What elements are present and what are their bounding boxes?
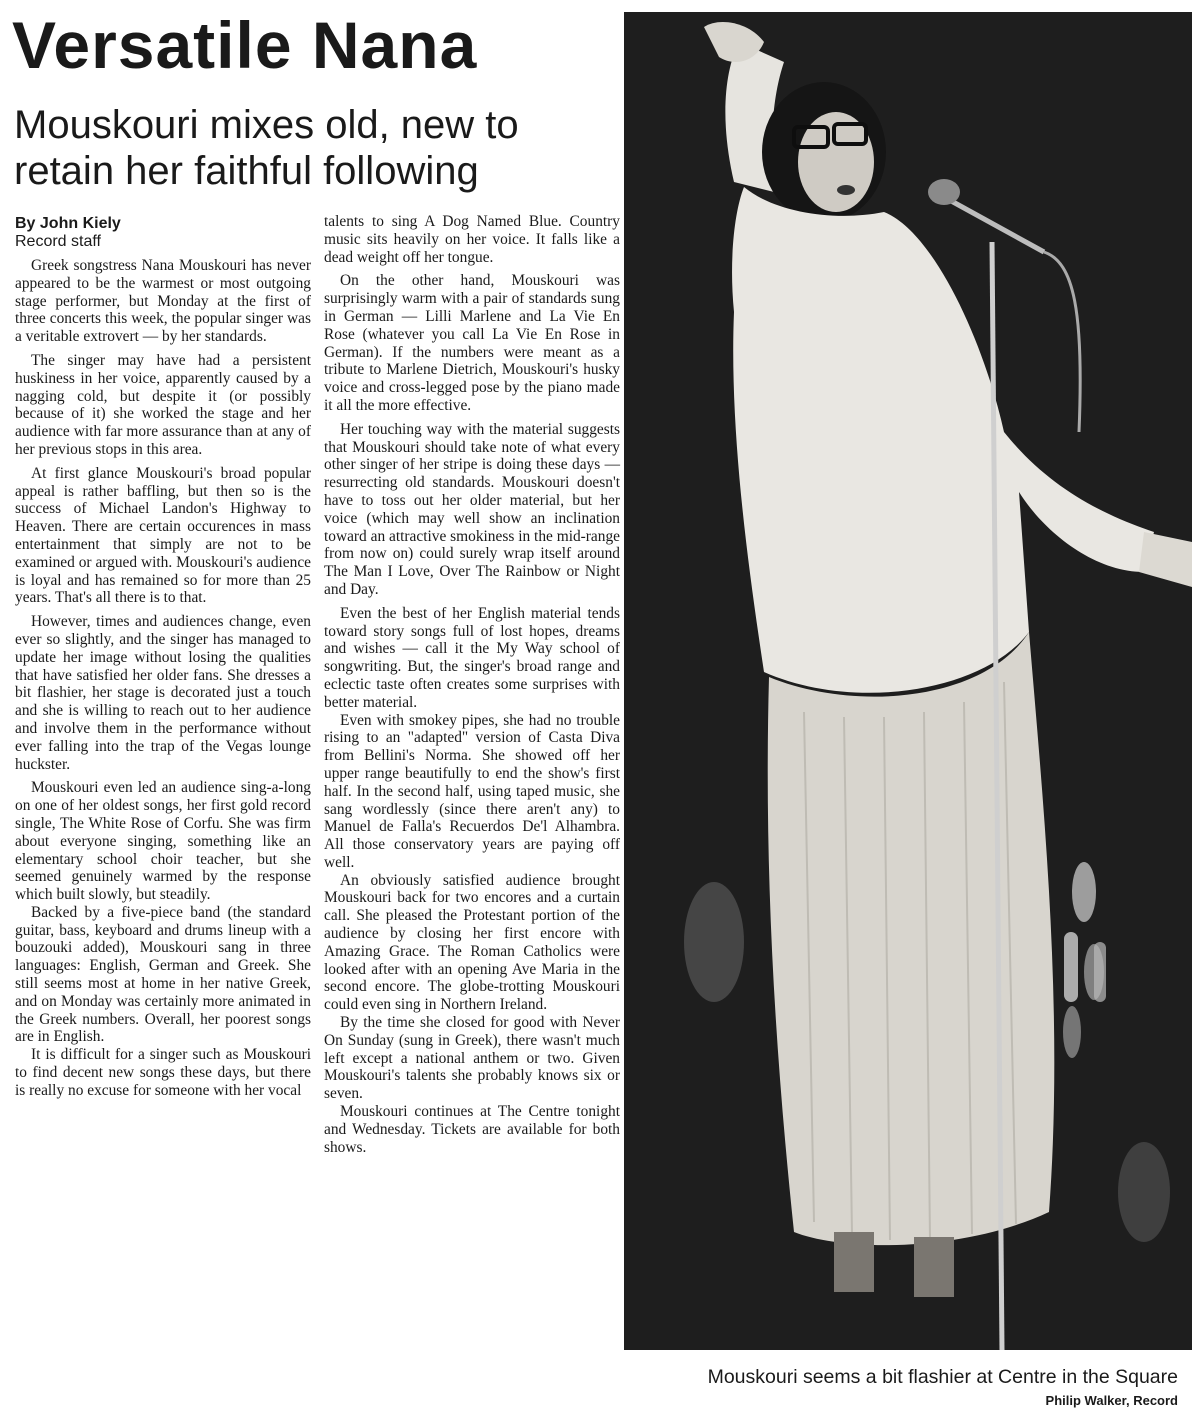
paragraph: Greek songstress Nana Mouskouri has never appeared to be the warmest or most outgoing stage performer, but Monday at the first of three concerts this week, the popular singer was a veritable extrovert — by her standards.	[15, 257, 311, 346]
paragraph: Mouskouri continues at The Centre tonight and Wednesday. Tickets are available for both shows.	[324, 1103, 620, 1156]
byline: By John Kiely	[15, 215, 121, 232]
paragraph: However, times and audiences change, even ever so slightly, and the singer has managed to update her image without losing the qualities that have satisfied her older fans. She dresses a bit flashier, her stage is decorated just a touch and she is willing to reach out to her audience and involve them in the performance without ever falling into the trap of the Vegas lounge huckster.	[15, 613, 311, 773]
byline-staff: Record staff	[15, 233, 101, 250]
paragraph: By the time she closed for good with Never On Sunday (sung in Greek), there wasn't much left except a national anthem or two. Given Mouskouri's talents she probably knows six or seven.	[324, 1014, 620, 1103]
paragraph: Mouskouri even led an audience sing-a-long on one of her oldest songs, her first gold record single, The White Rose of Corfu. She was firm about everyone singing, something like an elementary school choir teacher, but she seemed genuinely warmed by the response which built slowly, but steadily.	[15, 779, 311, 904]
paragraph: Even the best of her English material tends toward story songs full of lost hopes, dreams and wishes — call it the My Way school of songwriting. But, the singer's broad range and eclectic taste often creates some surprises with better material.	[324, 604, 620, 711]
paragraph: Her touching way with the material suggests that Mouskouri should take note of what every other singer of her stripe is doing these days — resurrecting old standards. Mouskouri doesn't have to toss out her older material, but her voice (which may well show an inclination toward an attractive smokiness in the mid-range from now on) could surely wrap itself around The Man I Love, Over The Rainbow or Night and Day.	[324, 420, 620, 598]
article-column-2	[324, 213, 620, 1156]
headline: Versatile Nana	[12, 8, 478, 82]
paragraph: At first glance Mouskouri's broad popular appeal is rather baffling, but then so is the success of Michael Landon's Highway to Heaven. There are certain occurences in mass entertainment that simply are not to be examined or argued with. Mouskouri's audience is loyal and has remained so for more than 25 years. That's all there is to that.	[15, 464, 311, 607]
photo-caption: Mouskouri seems a bit flashier at Centre in the Square	[707, 1366, 1178, 1388]
performer-photo	[624, 12, 1192, 1350]
paragraph: Even with smokey pipes, she had no trouble rising to an "adapted" version of Casta Diva from Bellini's Norma. She showed off her upper range beautifully to end the show's first half. In the second half, using taped music, she sang wordlessly (since there aren't any) to Manuel de Falla's Recuerdos De'l Alhambra. All those conservatory years are paying off well.	[324, 711, 620, 871]
paragraph: On the other hand, Mouskouri was surprisingly warm with a pair of standards sung in German — Lilli Marlene and La Vie En Rose (whatever you call La Vie En Rose in German). If the numbers were meant as a tribute to Marlene Dietrich, Mouskouri's husky voice and cross-legged pose by the piano made it all the more effective.	[324, 272, 620, 414]
paragraph: Backed by a five-piece band (the standard guitar, bass, keyboard and drums lineup with a bouzouki added), Mouskouri sang in three languages: English, German and Greek. She still seems most at home in her native Greek, and on Monday was certainly more animated in the Greek numbers. Overall, her poorest songs are in English.	[15, 903, 311, 1046]
paragraph: The singer may have had a persistent huskiness in her voice, apparently caused by a nagging cold, but despite it (or possibly because of it) she worked the stage and her audience with far more assurance than at any of her previous stops in this area.	[15, 351, 311, 458]
paragraph: It is difficult for a singer such as Mouskouri to find decent new songs these days, but there is really no excuse for someone with her vocal	[15, 1046, 311, 1099]
subheadline: Mouskouri mixes old, new to retain her faithful following	[14, 103, 519, 193]
paragraph: talents to sing A Dog Named Blue. Country music sits heavily on her voice. It falls like a dead weight off her tongue.	[324, 213, 620, 266]
article-column-1	[15, 215, 311, 1100]
paragraph: An obviously satisfied audience brought Mouskouri back for two encores and a curtain call. She pleased the Protestant portion of the audience by closing her first encore with Amazing Grace. The Roman Catholics were looked after with an opening Ave Maria in the second encore. The globe-trotting Mouskouri could even sing in Northern Ireland.	[324, 871, 620, 1014]
photo-credit: Philip Walker, Record	[1045, 1393, 1178, 1408]
